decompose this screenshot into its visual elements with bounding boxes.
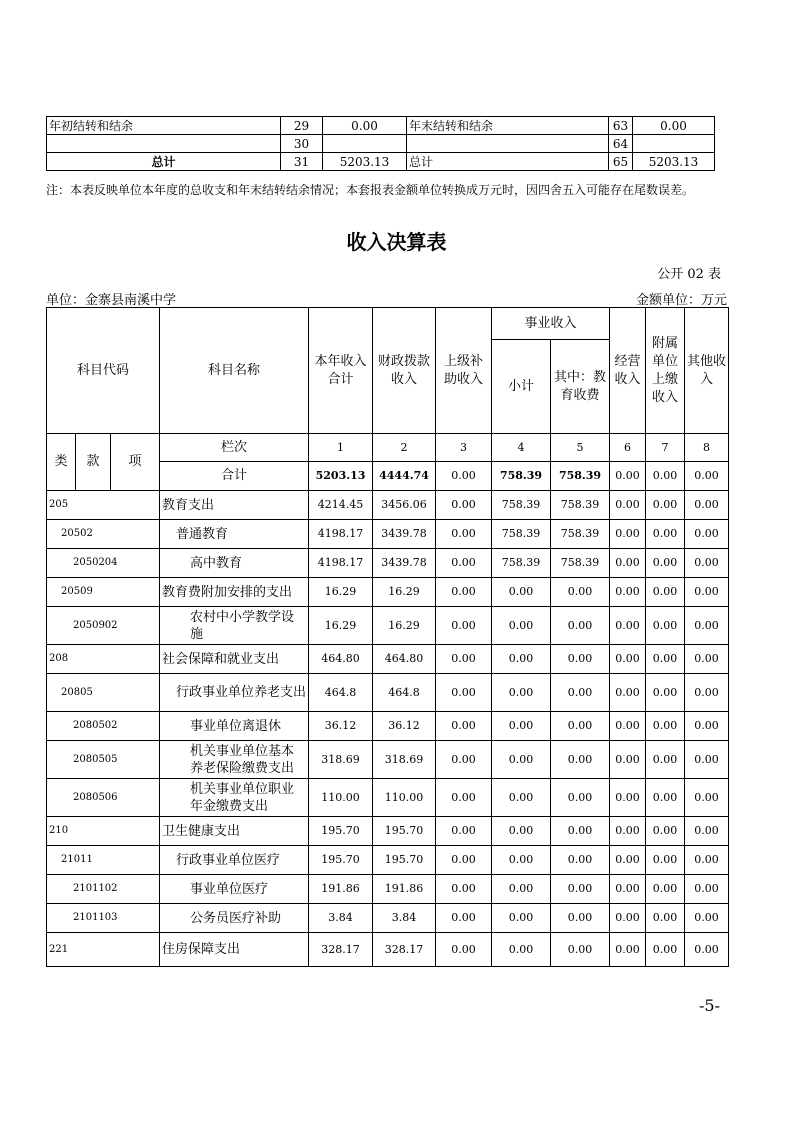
amount-cell: 0.00 <box>551 607 610 645</box>
amount-cell: 0.00 <box>436 933 492 967</box>
table-row <box>47 846 729 875</box>
table-row <box>47 779 729 817</box>
amount-cell: 0.00 <box>492 645 551 674</box>
subject-name: 教育支出 <box>160 491 309 520</box>
amount-cell: 0.00 <box>685 933 729 967</box>
amount-cell: 0.00 <box>551 904 610 933</box>
subject-name: 事业单位医疗 <box>160 875 309 904</box>
amount-cell: 0.00 <box>646 933 685 967</box>
amount-cell: 36.12 <box>309 712 373 741</box>
amount-cell: 758.39 <box>551 491 610 520</box>
amount-cell: 3.84 <box>309 904 373 933</box>
subject-name: 农村中小学教学设施 <box>160 607 309 645</box>
subject-code: 205 <box>47 491 160 520</box>
amount-cell: 16.29 <box>373 607 436 645</box>
amount-cell: 0.00 <box>646 904 685 933</box>
amount-cell: 195.70 <box>373 817 436 846</box>
amount-cell: 758.39 <box>551 520 610 549</box>
subject-code: 20509 <box>47 578 160 607</box>
column-number: 7 <box>646 434 685 462</box>
amount-cell: 0.00 <box>610 520 646 549</box>
amount-cell: 16.29 <box>309 578 373 607</box>
right-value: 0.00 <box>633 117 715 135</box>
total-value: 0.00 <box>646 462 685 491</box>
amount-cell: 0.00 <box>610 578 646 607</box>
amount-cell: 0.00 <box>436 741 492 779</box>
amount-cell: 0.00 <box>685 846 729 875</box>
amount-cell: 0.00 <box>646 712 685 741</box>
amount-cell: 0.00 <box>685 875 729 904</box>
subject-code: 2050204 <box>47 549 160 578</box>
amount-cell: 0.00 <box>610 645 646 674</box>
amount-cell: 0.00 <box>610 846 646 875</box>
amount-cell: 4198.17 <box>309 520 373 549</box>
column-number: 6 <box>610 434 646 462</box>
amount-cell: 3439.78 <box>373 520 436 549</box>
total-value: 0.00 <box>436 462 492 491</box>
amount-cell: 0.00 <box>685 712 729 741</box>
subject-name: 社会保障和就业支出 <box>160 645 309 674</box>
amount-cell: 0.00 <box>685 741 729 779</box>
amount-cell: 0.00 <box>610 712 646 741</box>
subject-name: 机关事业单位基本养老保险缴费支出 <box>160 741 309 779</box>
amount-cell: 758.39 <box>492 549 551 578</box>
left-value: 5203.13 <box>323 153 407 171</box>
amount-cell: 191.86 <box>373 875 436 904</box>
amount-cell: 3439.78 <box>373 549 436 578</box>
amount-cell: 0.00 <box>436 491 492 520</box>
balance-summary-table <box>46 116 715 171</box>
amount-cell: 0.00 <box>610 741 646 779</box>
amount-cell: 0.00 <box>492 875 551 904</box>
total-value: 0.00 <box>610 462 646 491</box>
amount-cell: 464.80 <box>373 645 436 674</box>
right-label: 年末结转和结余 <box>407 117 609 135</box>
header-lanci: 栏次 <box>160 434 309 462</box>
table-row <box>47 904 729 933</box>
left-label: 年初结转和结余 <box>47 117 281 135</box>
subject-name: 高中教育 <box>160 549 309 578</box>
header-total-income: 本年收入合计 <box>309 308 373 434</box>
subject-name: 普通教育 <box>160 520 309 549</box>
total-value: 5203.13 <box>309 462 373 491</box>
right-label: 总计 <box>407 153 609 171</box>
amount-cell: 0.00 <box>551 712 610 741</box>
left-row-no: 31 <box>281 153 323 171</box>
column-number: 4 <box>492 434 551 462</box>
amount-cell: 0.00 <box>551 645 610 674</box>
subject-code: 221 <box>47 933 160 967</box>
header-kuan: 款 <box>76 434 111 491</box>
left-row-no: 30 <box>281 135 323 153</box>
header-edu-fee: 其中：教育收费 <box>551 340 610 434</box>
amount-cell: 0.00 <box>610 875 646 904</box>
data-rows <box>47 491 729 967</box>
amount-cell: 0.00 <box>685 491 729 520</box>
table-row <box>47 520 729 549</box>
header-subject-name: 科目名称 <box>160 308 309 434</box>
amount-cell: 0.00 <box>492 712 551 741</box>
amount-cell: 318.69 <box>373 741 436 779</box>
amount-cell: 0.00 <box>685 645 729 674</box>
amount-cell: 0.00 <box>685 817 729 846</box>
table-row <box>47 674 729 712</box>
amount-cell: 0.00 <box>610 904 646 933</box>
subject-name: 机关事业单位职业年金缴费支出 <box>160 779 309 817</box>
amount-cell: 0.00 <box>610 933 646 967</box>
amount-cell: 0.00 <box>646 875 685 904</box>
amount-cell: 0.00 <box>646 817 685 846</box>
amount-cell: 0.00 <box>436 817 492 846</box>
amount-cell: 16.29 <box>309 607 373 645</box>
subject-code: 210 <box>47 817 160 846</box>
subject-code: 2050902 <box>47 607 160 645</box>
subject-name: 住房保障支出 <box>160 933 309 967</box>
table-row <box>47 117 715 135</box>
subject-code: 20502 <box>47 520 160 549</box>
amount-cell: 0.00 <box>551 875 610 904</box>
amount-cell: 758.39 <box>492 520 551 549</box>
header-row <box>47 308 729 340</box>
total-value: 758.39 <box>492 462 551 491</box>
amount-cell: 0.00 <box>646 491 685 520</box>
amount-cell: 0.00 <box>646 549 685 578</box>
amount-cell: 195.70 <box>309 817 373 846</box>
left-value: 0.00 <box>323 117 407 135</box>
right-row-no: 65 <box>609 153 633 171</box>
column-number: 8 <box>685 434 729 462</box>
amount-cell: 0.00 <box>492 741 551 779</box>
amount-cell: 0.00 <box>492 933 551 967</box>
left-row-no: 29 <box>281 117 323 135</box>
subject-name: 卫生健康支出 <box>160 817 309 846</box>
header-superior: 上级补助收入 <box>436 308 492 434</box>
header-xiang: 项 <box>111 434 160 491</box>
amount-cell: 464.80 <box>309 645 373 674</box>
amount-cell: 0.00 <box>685 674 729 712</box>
amount-cell: 0.00 <box>492 846 551 875</box>
table-row-total <box>47 153 715 171</box>
column-number-row <box>47 434 729 462</box>
amount-cell: 0.00 <box>551 779 610 817</box>
amount-cell: 0.00 <box>610 674 646 712</box>
amount-cell: 464.8 <box>309 674 373 712</box>
amount-cell: 0.00 <box>685 578 729 607</box>
amount-cell: 0.00 <box>610 549 646 578</box>
amount-cell: 16.29 <box>373 578 436 607</box>
left-label: 总计 <box>47 153 281 171</box>
amount-cell: 0.00 <box>610 491 646 520</box>
table-row <box>47 135 715 153</box>
table-row <box>47 741 729 779</box>
amount-cell: 0.00 <box>436 712 492 741</box>
amount-cell: 0.00 <box>436 520 492 549</box>
amount-cell: 0.00 <box>492 779 551 817</box>
amount-cell: 191.86 <box>309 875 373 904</box>
amount-cell: 4198.17 <box>309 549 373 578</box>
table-row <box>47 491 729 520</box>
amount-cell: 0.00 <box>551 817 610 846</box>
table-row <box>47 712 729 741</box>
amount-cell: 0.00 <box>436 549 492 578</box>
header-lei: 类 <box>47 434 76 491</box>
amount-cell: 195.70 <box>309 846 373 875</box>
subject-code: 20805 <box>47 674 160 712</box>
subject-code: 2101103 <box>47 904 160 933</box>
amount-cell: 0.00 <box>610 817 646 846</box>
amount-cell: 0.00 <box>646 578 685 607</box>
amount-cell: 0.00 <box>646 645 685 674</box>
amount-cell: 0.00 <box>646 846 685 875</box>
amount-cell: 195.70 <box>373 846 436 875</box>
amount-cell: 0.00 <box>436 846 492 875</box>
amount-cell: 0.00 <box>646 674 685 712</box>
amount-cell: 464.8 <box>373 674 436 712</box>
reporting-unit: 单位：金寨县南溪中学 <box>46 293 177 308</box>
amount-cell: 0.00 <box>610 779 646 817</box>
amount-cell: 0.00 <box>436 779 492 817</box>
header-fiscal: 财政拨款收入 <box>373 308 436 434</box>
column-number: 2 <box>373 434 436 462</box>
right-row-no: 64 <box>609 135 633 153</box>
amount-cell: 328.17 <box>309 933 373 967</box>
amount-cell: 0.00 <box>685 779 729 817</box>
amount-cell: 0.00 <box>436 904 492 933</box>
amount-cell: 0.00 <box>436 875 492 904</box>
amount-cell: 0.00 <box>685 549 729 578</box>
right-value: 5203.13 <box>633 153 715 171</box>
subject-name: 行政事业单位医疗 <box>160 846 309 875</box>
amount-cell: 758.39 <box>551 549 610 578</box>
page-number: -5- <box>699 996 720 1015</box>
amount-cell: 318.69 <box>309 741 373 779</box>
amount-cell: 0.00 <box>492 674 551 712</box>
amount-cell: 0.00 <box>685 520 729 549</box>
subject-code: 2080505 <box>47 741 160 779</box>
amount-cell: 0.00 <box>492 904 551 933</box>
table-note: 注：本表反映单位本年度的总收支和年末结转结余情况；本套报表金额单位转换成万元时，因四舍五入可能存在尾数误差。 <box>46 183 695 197</box>
header-business: 经营收入 <box>610 308 646 434</box>
money-unit: 金额单位：万元 <box>635 293 727 308</box>
form-number: 公开 02 表 <box>657 267 721 282</box>
amount-cell: 110.00 <box>309 779 373 817</box>
column-number: 5 <box>551 434 610 462</box>
right-value <box>633 135 715 153</box>
table-row <box>47 817 729 846</box>
header-subject-code: 科目代码 <box>47 308 160 434</box>
amount-cell: 0.00 <box>685 607 729 645</box>
amount-cell: 758.39 <box>492 491 551 520</box>
table-row <box>47 607 729 645</box>
amount-cell: 3.84 <box>373 904 436 933</box>
column-number: 1 <box>309 434 373 462</box>
amount-cell: 0.00 <box>551 741 610 779</box>
table-row <box>47 549 729 578</box>
table-row <box>47 933 729 967</box>
subject-name: 公务员医疗补助 <box>160 904 309 933</box>
amount-cell: 0.00 <box>646 741 685 779</box>
amount-cell: 0.00 <box>610 607 646 645</box>
amount-cell: 4214.45 <box>309 491 373 520</box>
amount-cell: 110.00 <box>373 779 436 817</box>
amount-cell: 0.00 <box>646 607 685 645</box>
amount-cell: 3456.06 <box>373 491 436 520</box>
subject-code: 2080506 <box>47 779 160 817</box>
subject-code: 208 <box>47 645 160 674</box>
header-career: 事业收入 <box>492 308 610 340</box>
table-row <box>47 645 729 674</box>
header-affiliated: 附属单位上缴收入 <box>646 308 685 434</box>
amount-cell: 0.00 <box>436 674 492 712</box>
amount-cell: 328.17 <box>373 933 436 967</box>
amount-cell: 0.00 <box>551 846 610 875</box>
subject-name: 事业单位离退休 <box>160 712 309 741</box>
page-title: 收入决算表 <box>346 230 447 254</box>
left-value <box>323 135 407 153</box>
right-row-no: 63 <box>609 117 633 135</box>
total-value: 758.39 <box>551 462 610 491</box>
amount-cell: 0.00 <box>492 817 551 846</box>
amount-cell: 0.00 <box>551 674 610 712</box>
subject-code: 2080502 <box>47 712 160 741</box>
subject-name: 教育费附加安排的支出 <box>160 578 309 607</box>
amount-cell: 0.00 <box>436 607 492 645</box>
column-number: 3 <box>436 434 492 462</box>
income-table <box>46 307 729 967</box>
header-heji: 合计 <box>160 462 309 491</box>
amount-cell: 36.12 <box>373 712 436 741</box>
amount-cell: 0.00 <box>646 520 685 549</box>
subject-code: 2101102 <box>47 875 160 904</box>
subject-name: 行政事业单位养老支出 <box>160 674 309 712</box>
total-value: 0.00 <box>685 462 729 491</box>
header-subtotal: 小计 <box>492 340 551 434</box>
amount-cell: 0.00 <box>492 607 551 645</box>
amount-cell: 0.00 <box>492 578 551 607</box>
subject-code: 21011 <box>47 846 160 875</box>
table-row <box>47 875 729 904</box>
amount-cell: 0.00 <box>436 578 492 607</box>
amount-cell: 0.00 <box>551 933 610 967</box>
amount-cell: 0.00 <box>685 904 729 933</box>
left-label <box>47 135 281 153</box>
table-row <box>47 578 729 607</box>
amount-cell: 0.00 <box>646 779 685 817</box>
amount-cell: 0.00 <box>551 578 610 607</box>
total-value: 4444.74 <box>373 462 436 491</box>
header-other: 其他收入 <box>685 308 729 434</box>
right-label <box>407 135 609 153</box>
amount-cell: 0.00 <box>436 645 492 674</box>
